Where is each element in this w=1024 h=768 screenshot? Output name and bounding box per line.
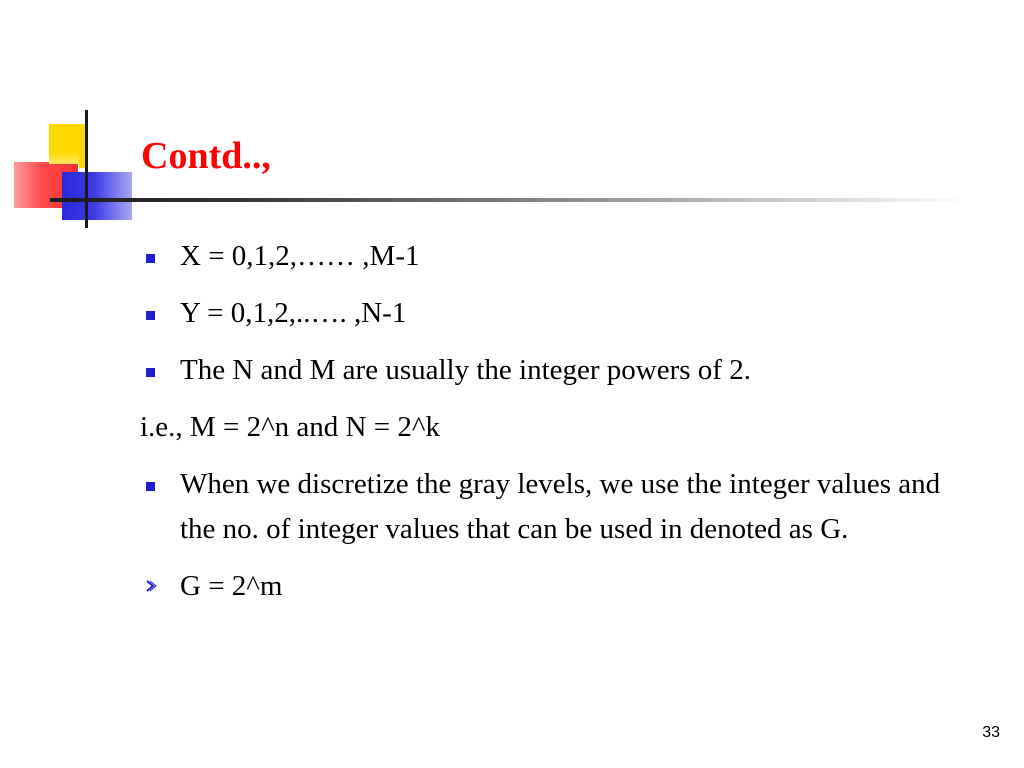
slide-body bbox=[140, 234, 980, 621]
square-bullet-icon bbox=[146, 368, 155, 377]
plain-text: i.e., M = 2^n and N = 2^k bbox=[140, 411, 440, 443]
bullet-text: Y = 0,1,2,..…. ,N-1 bbox=[180, 297, 407, 329]
bullet-item-powers-of-two bbox=[140, 348, 980, 393]
bullet-item-x-range bbox=[140, 234, 980, 279]
square-bullet-icon bbox=[146, 311, 155, 320]
bullet-text: G = 2^m bbox=[180, 570, 283, 602]
bullet-text: The N and M are usually the integer powers of 2. bbox=[180, 354, 751, 386]
sub-bullet-item-g bbox=[140, 564, 980, 609]
page-number: 33 bbox=[982, 724, 1000, 741]
decorative-yellow-block bbox=[49, 124, 79, 164]
square-bullet-icon bbox=[146, 482, 155, 491]
square-bullet-icon bbox=[146, 254, 155, 263]
bullet-item-y-range bbox=[140, 291, 980, 336]
plain-line-ie bbox=[140, 405, 980, 450]
decorative-blue-block bbox=[62, 172, 132, 220]
title-underline-rule bbox=[50, 198, 970, 202]
arrow-bullet-icon bbox=[144, 578, 158, 594]
bullet-text: When we discretize the gray levels, we use the integer values and the no. of integer values that can be used in denoted as G. bbox=[180, 468, 941, 545]
bullet-text: X = 0,1,2,…… ,M-1 bbox=[180, 240, 420, 272]
bullet-item-gray-levels bbox=[140, 462, 980, 552]
slide-title: Contd.., bbox=[141, 135, 271, 177]
decorative-vertical-line bbox=[85, 110, 88, 228]
